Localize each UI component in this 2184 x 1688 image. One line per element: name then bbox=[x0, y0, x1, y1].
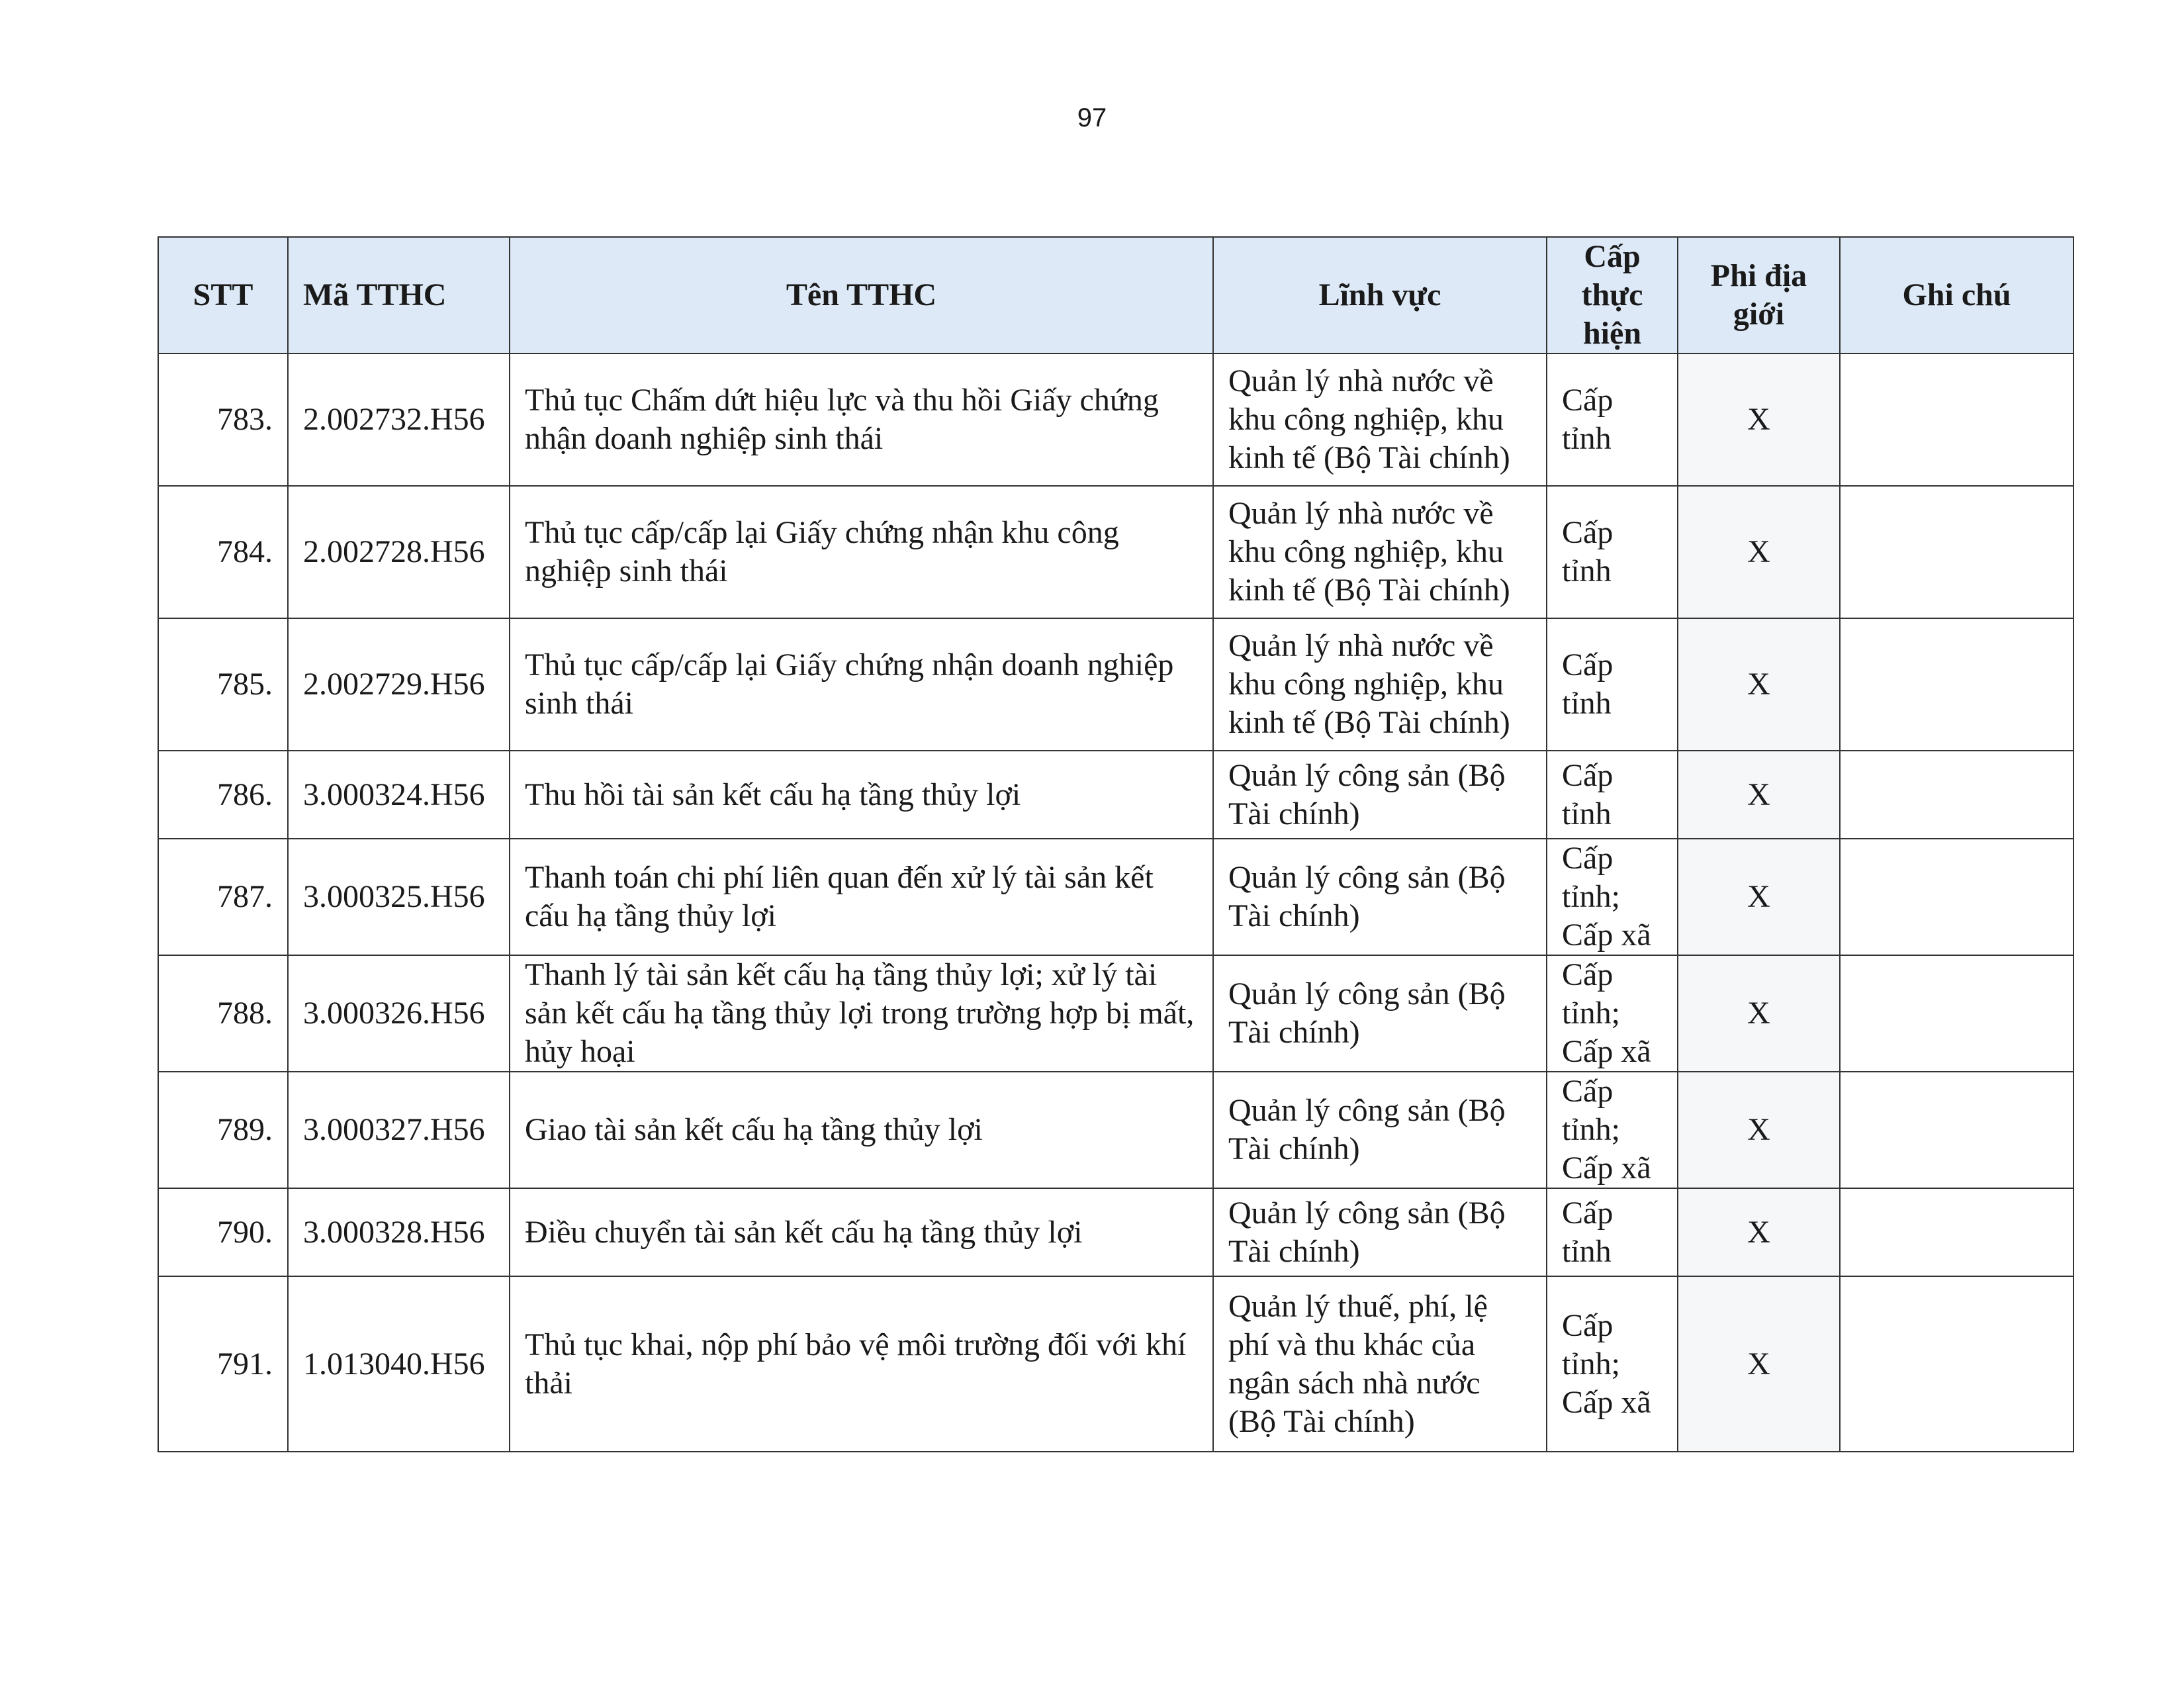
cell-code: 2.002732.H56 bbox=[288, 353, 510, 486]
cell-field: Quản lý nhà nước về khu công nghiệp, khu kinh tế (Bộ Tài chính) bbox=[1213, 353, 1547, 486]
cell-name: Thủ tục Chấm dứt hiệu lực và thu hồi Giấy chứng nhận doanh nghiệp sinh thái bbox=[510, 353, 1213, 486]
cell-level: Cấp tỉnh; Cấp xã bbox=[1547, 839, 1678, 955]
cell-stt: 787. bbox=[158, 839, 288, 955]
cell-field: Quản lý nhà nước về khu công nghiệp, khu kinh tế (Bộ Tài chính) bbox=[1213, 618, 1547, 751]
cell-note bbox=[1840, 839, 2073, 955]
header-note: Ghi chú bbox=[1840, 237, 2073, 353]
cell-code: 3.000327.H56 bbox=[288, 1072, 510, 1188]
cell-code: 3.000324.H56 bbox=[288, 751, 510, 839]
header-name: Tên TTHC bbox=[510, 237, 1213, 353]
cell-level: Cấp tỉnh; Cấp xã bbox=[1547, 1072, 1678, 1188]
cell-name: Thu hồi tài sản kết cấu hạ tầng thủy lợi bbox=[510, 751, 1213, 839]
header-level: Cấp thực hiện bbox=[1547, 237, 1678, 353]
table-row bbox=[158, 486, 2073, 618]
cell-name: Thủ tục khai, nộp phí bảo vệ môi trường đối với khí thải bbox=[510, 1276, 1213, 1452]
cell-phi-dia-gioi: X bbox=[1678, 1188, 1840, 1276]
table-row bbox=[158, 618, 2073, 751]
cell-phi-dia-gioi: X bbox=[1678, 1276, 1840, 1452]
header-code: Mã TTHC bbox=[288, 237, 510, 353]
cell-level: Cấp tỉnh bbox=[1547, 751, 1678, 839]
cell-phi-dia-gioi: X bbox=[1678, 955, 1840, 1072]
cell-field: Quản lý nhà nước về khu công nghiệp, khu kinh tế (Bộ Tài chính) bbox=[1213, 486, 1547, 618]
cell-name: Thủ tục cấp/cấp lại Giấy chứng nhận doanh nghiệp sinh thái bbox=[510, 618, 1213, 751]
cell-stt: 791. bbox=[158, 1276, 288, 1452]
cell-stt: 784. bbox=[158, 486, 288, 618]
cell-field: Quản lý công sản (Bộ Tài chính) bbox=[1213, 955, 1547, 1072]
cell-code: 3.000328.H56 bbox=[288, 1188, 510, 1276]
cell-note bbox=[1840, 1188, 2073, 1276]
table-row bbox=[158, 751, 2073, 839]
cell-note bbox=[1840, 1276, 2073, 1452]
table-row bbox=[158, 1188, 2073, 1276]
cell-phi-dia-gioi: X bbox=[1678, 1072, 1840, 1188]
cell-phi-dia-gioi: X bbox=[1678, 618, 1840, 751]
cell-phi-dia-gioi: X bbox=[1678, 839, 1840, 955]
cell-level: Cấp tỉnh bbox=[1547, 618, 1678, 751]
table-row bbox=[158, 839, 2073, 955]
cell-code: 2.002729.H56 bbox=[288, 618, 510, 751]
cell-field: Quản lý thuế, phí, lệ phí và thu khác của ngân sách nhà nước (Bộ Tài chính) bbox=[1213, 1276, 1547, 1452]
cell-stt: 788. bbox=[158, 955, 288, 1072]
cell-name: Thanh lý tài sản kết cấu hạ tầng thủy lợi; xử lý tài sản kết cấu hạ tầng thủy lợi trong trường hợp bị mất, hủy hoại bbox=[510, 955, 1213, 1072]
cell-phi-dia-gioi: X bbox=[1678, 353, 1840, 486]
table-header-row bbox=[158, 237, 2073, 353]
table-row bbox=[158, 1276, 2073, 1452]
cell-stt: 790. bbox=[158, 1188, 288, 1276]
cell-note bbox=[1840, 486, 2073, 618]
cell-field: Quản lý công sản (Bộ Tài chính) bbox=[1213, 839, 1547, 955]
procedure-table bbox=[158, 236, 2074, 1452]
cell-name: Thanh toán chi phí liên quan đến xử lý tài sản kết cấu hạ tầng thủy lợi bbox=[510, 839, 1213, 955]
cell-code: 2.002728.H56 bbox=[288, 486, 510, 618]
cell-name: Giao tài sản kết cấu hạ tầng thủy lợi bbox=[510, 1072, 1213, 1188]
cell-note bbox=[1840, 955, 2073, 1072]
cell-note bbox=[1840, 1072, 2073, 1188]
cell-stt: 786. bbox=[158, 751, 288, 839]
cell-field: Quản lý công sản (Bộ Tài chính) bbox=[1213, 1072, 1547, 1188]
cell-stt: 785. bbox=[158, 618, 288, 751]
cell-level: Cấp tỉnh; Cấp xã bbox=[1547, 955, 1678, 1072]
cell-stt: 783. bbox=[158, 353, 288, 486]
cell-name: Thủ tục cấp/cấp lại Giấy chứng nhận khu công nghiệp sinh thái bbox=[510, 486, 1213, 618]
cell-field: Quản lý công sản (Bộ Tài chính) bbox=[1213, 1188, 1547, 1276]
cell-note bbox=[1840, 618, 2073, 751]
cell-note bbox=[1840, 751, 2073, 839]
header-stt: STT bbox=[158, 237, 288, 353]
cell-level: Cấp tỉnh; Cấp xã bbox=[1547, 1276, 1678, 1452]
page-number: 97 bbox=[1077, 103, 1107, 132]
cell-field: Quản lý công sản (Bộ Tài chính) bbox=[1213, 751, 1547, 839]
header-phi-dia-gioi: Phi địa giới bbox=[1678, 237, 1840, 353]
cell-level: Cấp tỉnh bbox=[1547, 353, 1678, 486]
header-field: Lĩnh vực bbox=[1213, 237, 1547, 353]
cell-code: 3.000326.H56 bbox=[288, 955, 510, 1072]
cell-code: 3.000325.H56 bbox=[288, 839, 510, 955]
cell-phi-dia-gioi: X bbox=[1678, 486, 1840, 618]
cell-level: Cấp tỉnh bbox=[1547, 486, 1678, 618]
cell-phi-dia-gioi: X bbox=[1678, 751, 1840, 839]
table-row bbox=[158, 353, 2073, 486]
cell-name: Điều chuyển tài sản kết cấu hạ tầng thủy lợi bbox=[510, 1188, 1213, 1276]
table-row bbox=[158, 1072, 2073, 1188]
cell-level: Cấp tỉnh bbox=[1547, 1188, 1678, 1276]
cell-stt: 789. bbox=[158, 1072, 288, 1188]
cell-note bbox=[1840, 353, 2073, 486]
table-row bbox=[158, 955, 2073, 1072]
cell-code: 1.013040.H56 bbox=[288, 1276, 510, 1452]
